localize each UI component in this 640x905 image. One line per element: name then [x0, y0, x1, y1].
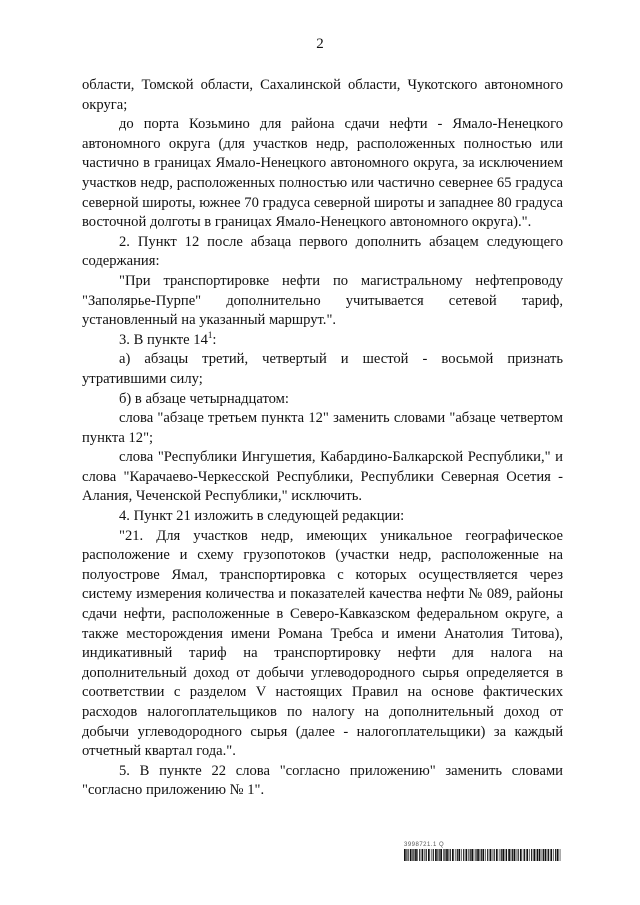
- paragraph-suffix: :: [212, 331, 217, 348]
- paragraph-item-3: [82, 331, 563, 351]
- paragraph: до порта Козьмино для района сдачи нефти - Ямало-Ненецкого автономного округа (для участков недр, расположенных полностью или частично в границах Ямало-Ненецкого автономного округа, за исключением участков недр, расположенных полностью или частично севернее 65 градуса северной широты, южнее 70 градуса северной широты и западнее 80 градуса восточной долготы в границах Ямало-Ненецкого автономного округа).".: [82, 116, 563, 231]
- paragraph: б) в абзаце четырнадцатом:: [119, 390, 289, 407]
- paragraph: 5. В пункте 22 слова "согласно приложению" заменить словами "согласно приложению № 1".: [82, 762, 563, 799]
- barcode: [404, 849, 562, 861]
- paragraph-text: 3. В пункте 14: [119, 331, 208, 348]
- page-number: 2: [316, 36, 324, 52]
- paragraph: 2. Пункт 12 после абзаца первого дополнить абзацем следующего содержания:: [82, 233, 563, 270]
- paragraph: 4. Пункт 21 изложить в следующей редакции:: [119, 508, 405, 525]
- paragraph: слова "Республики Ингушетия, Кабардино-Балкарской Республики," и слова "Карачаево-Черкесской Республики, Республики Северная Осетия - Алания, Чеченской Республики," исключить.: [82, 449, 563, 505]
- document-body: [82, 76, 563, 801]
- paragraph: слова "абзаце третьем пункта 12" заменить словами "абзаце четвертом пункта 12";: [82, 410, 563, 446]
- paragraph: области, Томской области, Сахалинской области, Чукотского автономного округа;: [82, 77, 563, 113]
- superscript: 1: [207, 329, 213, 340]
- paragraph: "При транспортировке нефти по магистральному нефтепроводу "Заполярье-Пурпе" дополнительно учитывается сетевой тариф, установленный на указанный маршрут.".: [82, 272, 563, 329]
- document-stamp: 3998721.1 Q: [404, 842, 445, 848]
- paragraph: а) абзацы третий, четвертый и шестой - восьмой признать утратившими силу;: [82, 351, 563, 387]
- paragraph: "21. Для участков недр, имеющих уникальное географическое расположение и схему грузопотоков (участки недр, расположенные на полуострове Ямал, транспортировка с которых осуществляется через систему измерения количества и показателей качества нефти № 089, районы сдачи нефти, расположенные в Северо-Кавказском федеральном округе, а также месторождения имени Романа Требса и имени Анатолия Титова), индикативный тариф на транспортировку нефти для налога на дополнительный доход от добычи углеводородного сырья определяется в соответствии с разделом V настоящих Правил на основе фактических расходов налогоплательщиков по налогу на дополнительный доход от добычи углеводородного сырья (далее - налогоплательщики) за каждый отчетный квартал года.".: [82, 527, 563, 760]
